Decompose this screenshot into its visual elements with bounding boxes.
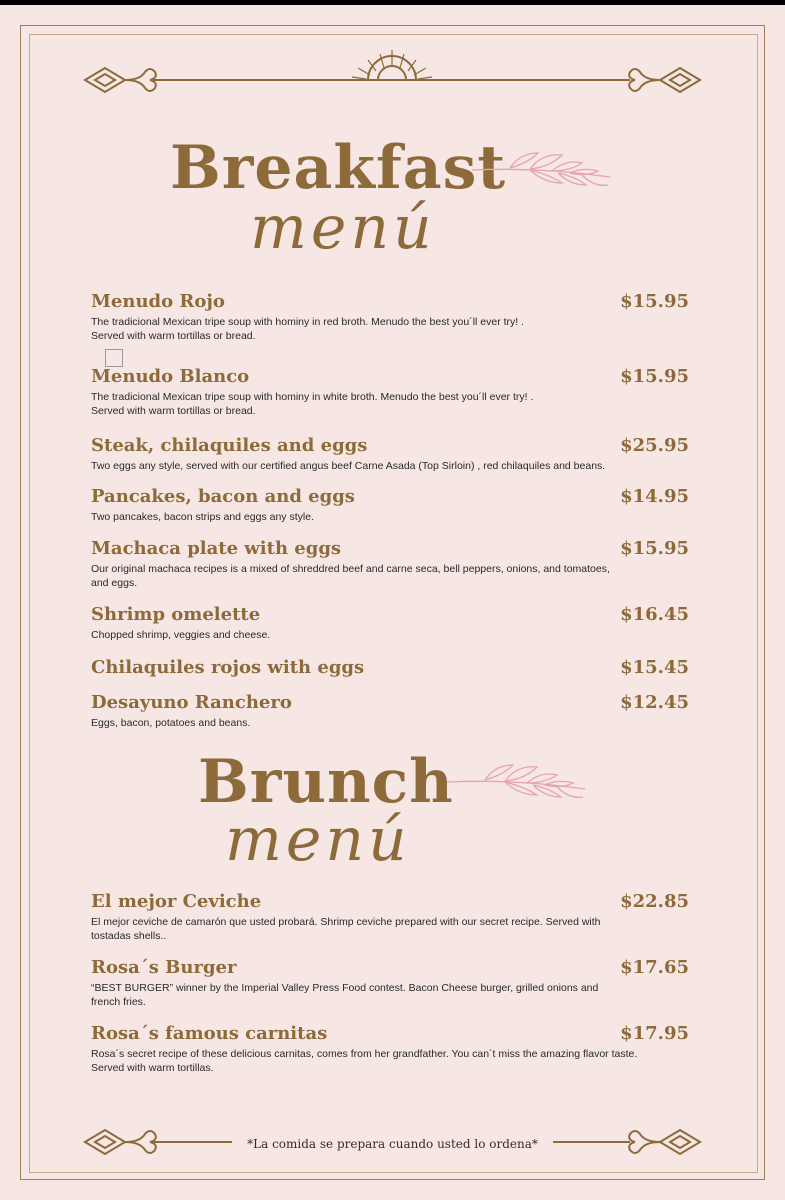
menu-item [91, 604, 701, 642]
item-name: Rosa´s Burger [91, 957, 237, 978]
item-description-line: “BEST BURGER” winner by the Imperial Valley Press Food contest. Bacon Cheese burger, grilled onions and [91, 982, 599, 994]
item-description [91, 315, 631, 343]
item-description: Eggs, bacon, potatoes and beans. [91, 717, 251, 729]
item-description-line: El mejor ceviche de camarón que usted probará. Shrimp ceviche prepared with our secret recipe. Served with [91, 916, 601, 928]
item-name: Pancakes, bacon and eggs [91, 486, 355, 507]
item-description-line: The tradicional Mexican tripe soup with hominy in red broth. Menudo the best you´ll ever try! . [91, 316, 525, 328]
menu-item [91, 692, 701, 730]
item-price: $15.45 [620, 657, 689, 678]
item-name: Steak, chilaquiles and eggs [91, 435, 368, 456]
menu-item [91, 538, 701, 590]
leaf-branch-icon [470, 145, 620, 195]
item-description: Two pancakes, bacon strips and eggs any style. [91, 511, 314, 523]
item-name: Shrimp omelette [91, 604, 261, 625]
item-description [91, 1047, 661, 1075]
item-description-line: tostadas shells.. [91, 930, 167, 942]
breakfast-script-title: menú [250, 193, 436, 263]
top-ornament [0, 40, 785, 110]
item-description [91, 562, 651, 590]
menu-page [0, 5, 785, 1200]
menu-item [91, 957, 701, 1009]
item-name: Rosa´s famous carnitas [91, 1023, 328, 1044]
item-description: Two eggs any style, served with our certified angus beef Carne Asada (Top Sirloin) , red chilaquiles and beans. [91, 460, 606, 472]
item-price: $15.95 [620, 366, 689, 387]
item-price: $15.95 [620, 538, 689, 559]
item-description [91, 981, 631, 1009]
menu-item [91, 291, 701, 343]
item-description-line: Served with warm tortillas. [91, 1062, 214, 1074]
item-name: El mejor Ceviche [91, 891, 262, 912]
item-price: $17.95 [620, 1023, 689, 1044]
item-description [91, 390, 631, 418]
item-description: Chopped shrimp, veggies and cheese. [91, 629, 271, 641]
brunch-title: Brunch [198, 747, 454, 817]
checkbox[interactable] [105, 349, 123, 367]
item-price: $22.85 [620, 891, 689, 912]
item-price: $14.95 [620, 486, 689, 507]
item-description-line: and eggs. [91, 577, 138, 589]
item-price: $16.45 [620, 604, 689, 625]
item-description-line: Our original machaca recipes is a mixed of shreddred beef and carne seca, bell peppers, onions, and tomatoes, [91, 563, 610, 575]
item-name: Desayuno Ranchero [91, 692, 292, 713]
item-description-line: Served with warm tortillas or bread. [91, 405, 256, 417]
menu-item [91, 1023, 701, 1075]
menu-item [91, 891, 701, 943]
item-name: Machaca plate with eggs [91, 538, 342, 559]
item-name: Menudo Blanco [91, 366, 250, 387]
item-description [91, 915, 631, 943]
item-price: $12.45 [620, 692, 689, 713]
item-price: $15.95 [620, 291, 689, 312]
menu-item [91, 435, 701, 473]
leaf-branch-icon [445, 757, 595, 807]
breakfast-title: Breakfast [170, 133, 507, 203]
item-price: $17.65 [620, 957, 689, 978]
menu-item [91, 657, 701, 679]
item-description-line: french fries. [91, 996, 146, 1008]
item-price: $25.95 [620, 435, 689, 456]
item-description-line: The tradicional Mexican tripe soup with hominy in white broth. Menudo the best you´ll ever try! . [91, 391, 534, 403]
footer-note: *La comida se prepara cuando usted lo ordena* [247, 1137, 538, 1151]
item-name: Menudo Rojo [91, 291, 225, 312]
item-name: Chilaquiles rojos with eggs [91, 657, 365, 678]
menu-item [91, 366, 701, 418]
item-description-line: Served with warm tortillas or bread. [91, 330, 256, 342]
menu-item [91, 486, 701, 524]
brunch-script-title: menú [225, 805, 411, 875]
item-description-line: Rosa´s secret recipe of these delicious carnitas, comes from her grandfather. You can´t miss the amazing flavor taste. [91, 1048, 638, 1060]
